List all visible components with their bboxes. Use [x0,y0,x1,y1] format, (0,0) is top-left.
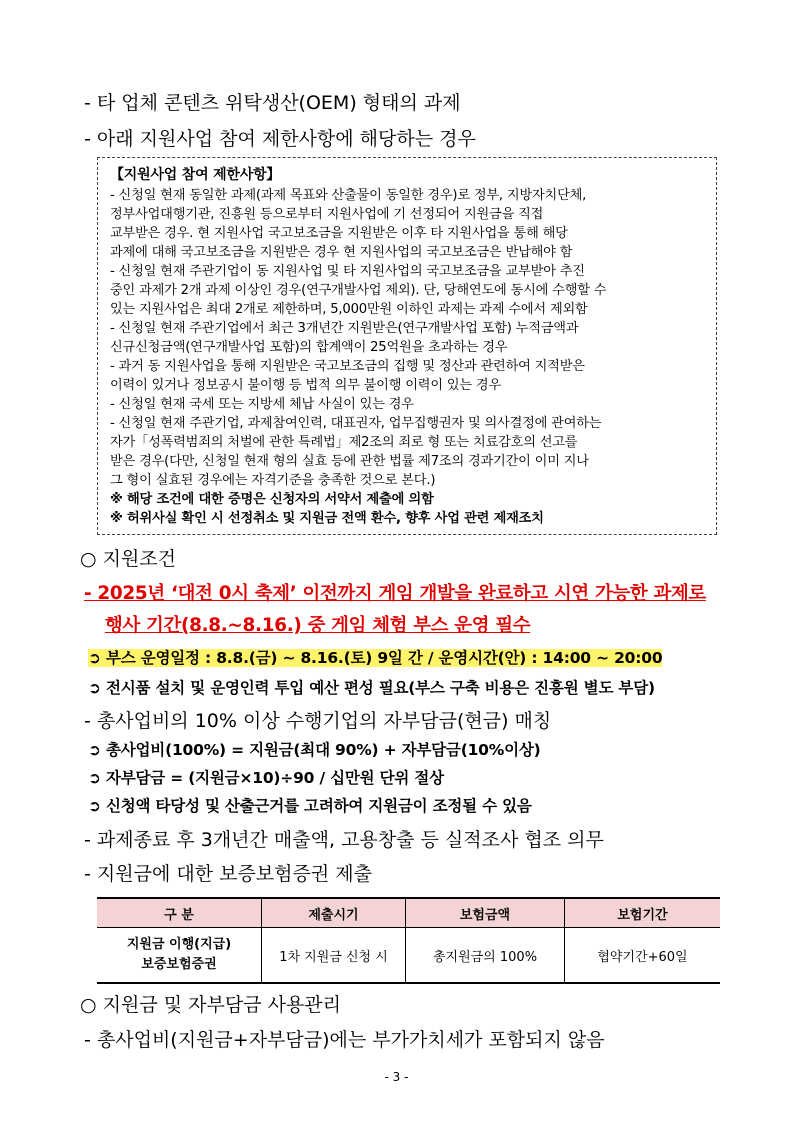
restriction-line: 받은 경우(다만, 신청일 현재 형의 실효 등에 관한 법률 제7조의 경과기간이 이미 지나 [110,454,589,469]
restriction-line: 있는 지원사업은 최대 2개로 제한하며, 5,000만원 이하인 과제는 과제 수에서 제외함 [110,302,588,317]
restriction-note: ※ 해당 조건에 대한 증명은 신청자의 서약서 제출에 의함 [110,492,434,507]
restriction-line: 그 형이 실효된 경우에는 자격기준을 충족한 것으로 본다.) [110,473,436,488]
adjustment-note: ➲ 신청액 타당성 및 산출근거를 고려하여 지원금이 조정될 수 있음 [88,797,532,815]
restriction-note: ※ 허위사실 확인 시 선정취소 및 지원금 전액 환수, 향후 사업 관련 제재조치 [110,511,544,526]
page-number: - 3 - [384,1070,409,1084]
table-header: 구 분 [97,898,262,928]
booth-schedule: ➲ 부스 운영일정 : 8.8.(금) ~ 8.16.(토) 9일 간 / 운영시간(안) : 14:00 ~ 20:00 [88,649,663,667]
total-budget-formula: ➲ 총사업비(100%) = 지원금(최대 90%) + 자부담금(10%이상) [88,741,541,759]
restriction-line: - 신청일 현재 국세 또는 지방세 체납 사실이 있는 경우 [110,397,414,412]
restriction-line: 정부사업대행기관, 진흥원 등으로부터 지원사업에 기 선정되어 지원금을 직접 [110,207,544,222]
table-cell-timing: 1차 지원금 신청 시 [262,928,406,984]
table-header: 보험금액 [406,898,565,928]
self-funding-formula: ➲ 자부담금 = (지원금×10)÷90 / 십만원 단위 절상 [88,769,444,787]
table-header: 제출시기 [262,898,406,928]
table-header: 보험기간 [565,898,721,928]
vat-item: - 총사업비(지원금+자부담금)에는 부가가치세가 포함되지 않음 [84,1029,605,1051]
insurance-table [97,897,720,984]
table-cell-period: 협약기간+60일 [565,928,721,984]
restriction-line: - 신청일 현재 주관기업이 동 지원사업 및 타 지원사업의 국고보조금을 교부받아 추진 [110,264,585,279]
festival-condition-line1: - 2025년 ‘대전 0시 축제’ 이전까지 게임 개발을 완료하고 시연 가능한 과제로 [84,583,706,604]
restriction-line: - 과거 동 지원사업을 통해 지원받은 국고보조금의 집행 및 정산과 관련하여 지적받은 [110,359,585,374]
performance-survey-item: - 과제종료 후 3개년간 매출액, 고용창출 등 실적조사 협조 의무 [84,829,604,851]
section-title-fund-management: ○ 지원금 및 자부담금 사용관리 [80,994,341,1016]
item-oem: - 타 업체 콘텐츠 위탁생산(OEM) 형태의 과제 [84,92,461,114]
restriction-line: 자가「성폭력범죄의 처벌에 관한 특례법」제2조의 죄로 형 또는 치료감호의 선고를 [110,435,578,450]
restriction-line: 과제에 대해 국고보조금을 지원받은 경우 현 지원사업의 국고보조금은 반납해야 함 [110,245,573,260]
restriction-line: - 신청일 현재 주관기업에서 최근 3개년간 지원받은(연구개발사업 포함) 누적금액과 [110,321,579,336]
table-cell-amount: 총지원금의 100% [406,928,565,984]
restriction-line: 교부받은 경우. 현 지원사업 국고보조금을 지원받은 이후 타 지원사업을 통해 해당 [110,226,568,241]
section-title-conditions: ○ 지원조건 [80,548,177,570]
restriction-box [97,157,717,535]
restriction-line: - 신청일 현재 동일한 과제(과제 목표와 산출물이 동일한 경우)로 정부, 지방자치단체, [110,188,587,203]
restriction-line: 신규신청금액(연구개발사업 포함)의 합계액이 25억원을 초과하는 경우 [110,340,508,355]
item-restriction: - 아래 지원사업 참여 제한사항에 해당하는 경우 [84,128,476,150]
restriction-line: 중인 과제가 2개 과제 이상인 경우(연구개발사업 제외). 단, 당해연도에 동시에 수행할 수 [110,283,607,298]
table-cell-type: 지원금 이행(지급) 보증보험증권 [97,928,262,984]
festival-condition-line2: 행사 기간(8.8.~8.16.) 중 게임 체험 부스 운영 필수 [105,615,531,636]
table-row [97,928,720,984]
restriction-line: - 신청일 현재 주관기업, 과제참여인력, 대표권자, 업무집행권자 및 의사결정에 관여하는 [110,416,602,431]
restriction-box-title: 【지원사업 참여 제한사항】 [110,167,281,183]
insurance-item: - 지원금에 대한 보증보험증권 제출 [84,863,372,885]
exhibit-budget: ➲ 전시품 설치 및 운영인력 투입 예산 편성 필요(부스 구축 비용은 진흥원 별도 부담) [88,679,655,697]
restriction-line: 이력이 있거나 정보공시 불이행 등 법적 의무 불이행 이력이 있는 경우 [110,378,502,393]
self-funding-item: - 총사업비의 10% 이상 수행기업의 자부담금(현금) 매칭 [84,710,552,732]
